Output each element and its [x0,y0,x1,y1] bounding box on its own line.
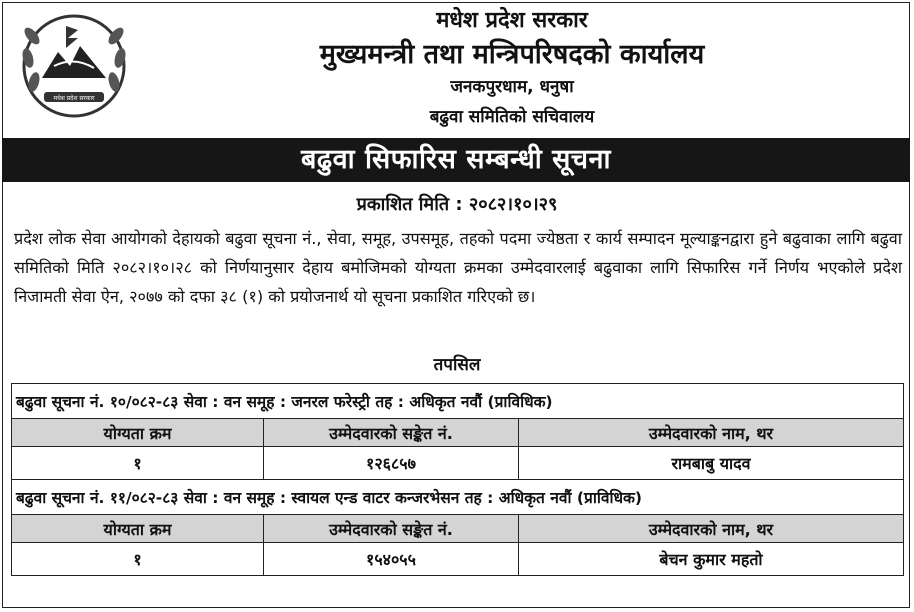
office-location: जनकपुरधाम, धनुषा [450,77,574,97]
office-name: मुख्यमन्त्री तथा मन्त्रिपरिषदको कार्यालय [319,39,705,70]
column-header-code: उम्मेदवारको सङ्केत नं. [264,419,519,447]
column-header-name: उम्मेदवारको नाम, थर [519,515,904,543]
column-header-rank: योग्यता क्रम [12,515,264,543]
table-row [12,447,904,480]
column-header-code: उम्मेदवारको सङ्केत नं. [264,515,519,543]
notice-body-paragraph: प्रदेश लोक सेवा आयोगको देहायको बढुवा सूचना नं., सेवा, समूह, उपसमूह, तहको पदमा ज्येष्ठता र कार्य सम्पादन मूल्याङ्कनद्वारा हुने बढुवाका लागि बढुवा समितिको मिति २०८२।१०।२८ को निर्णयानुसार देहाय बमोजिमको योग्यता क्रमका उम्मेदवारलाई बढुवाका लागि सिफारिस गर्ने निर्णय भएकोले प्रदेश निजामती सेवा ऐन, २०७७ को दफा ३८ (१) को प्रयोजनार्थ यो सूचना प्रकाशित गरिएको छ। [14,229,902,306]
notice-title-row [12,480,904,515]
code-cell: १५४०५५ [264,543,519,576]
table-header-row [12,515,904,543]
name-cell: बेचन कुमार महतो [519,543,904,576]
code-cell: १२६८५७ [264,447,519,480]
notice-title: बढुवा सिफारिस सम्बन्धी सूचना [2,138,910,182]
secretariat-name: बढुवा समितिको सचिवालय [429,107,595,127]
table-header-row [12,419,904,447]
notice-title-cell: बढुवा सूचना नं. ११/०८२-८३ सेवा : वन समूह : स्वायल एन्ड वाटर कन्जरभेसन तह : अधिकृत नवौं (प्राविधिक) [12,480,904,515]
government-emblem-icon [14,6,134,124]
notice-title-row [12,384,904,419]
rank-cell: १ [12,447,264,480]
annex-label: तपसिल [433,355,481,375]
government-name: मधेश प्रदेश सरकार [436,8,588,33]
published-date: प्रकाशित मिति : २०८२।१०।२९ [356,194,558,215]
name-cell: रामबाबु यादव [519,447,904,480]
column-header-rank: योग्यता क्रम [12,419,264,447]
notice-title-cell: बढुवा सूचना नं. १०/०८२-८३ सेवा : वन समूह : जनरल फरेस्ट्री तह : अधिकृत नवौं (प्राविधिक) [12,384,904,419]
column-header-name: उम्मेदवारको नाम, थर [519,419,904,447]
rank-cell: १ [12,543,264,576]
promotion-table [11,383,904,576]
svg-text:मधेश प्रदेश सरकार: मधेश प्रदेश सरकार [53,95,95,102]
table-row [12,543,904,576]
